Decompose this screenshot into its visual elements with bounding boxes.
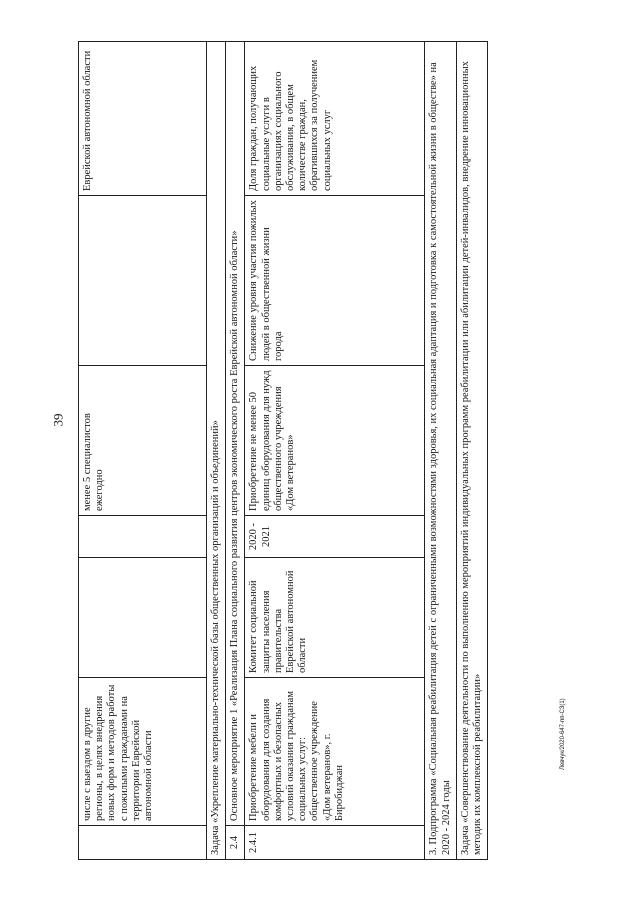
row-2-4-1-period: 2020 - 2021: [245, 516, 425, 558]
rotated-table-page: [78, 42, 556, 860]
cell-num-empty: [79, 826, 207, 860]
program-table: [78, 41, 488, 860]
row-2-4-1-consequence: Снижение уровня участия пожилых людей в общественной жизни города: [245, 196, 425, 366]
table-row-2-4: [226, 42, 245, 860]
cell-continued-result: менее 5 специалистов ежегодно: [79, 366, 207, 516]
cell-continued-period: [79, 516, 207, 558]
cell-continued-name: числе с выездом в другие регионы, в целях внедрения новых форм и методов работы с пожилыми гражданами на территории Еврейской автономной области: [79, 678, 207, 826]
page-number: 39: [50, 413, 66, 427]
row-2-4-1-number: 2.4.1: [245, 826, 425, 860]
row-2-4-text: Основное мероприятие 1 «Реализация Плана социального развития центров экономического роста Еврейской автономной области»: [226, 42, 245, 826]
cell-continued-consequence: [79, 196, 207, 366]
subprogram-3-title: 3. Подпрограмма «Социальная реабилитация детей с ограниченными возможностями здоровья, их социальная адаптация и подготовка к самостоятельной жизни в обществе» на 2020 - 2024 годы: [425, 42, 456, 860]
cell-continued-executor: [79, 558, 207, 678]
row-2-4-1-executor: Комитет социальной защиты населения правительства Еврейской автономной области: [245, 558, 425, 678]
cell-continued-indicator: Еврейской автономной области: [79, 42, 207, 196]
task-last-title: Задача «Совершенствование деятельности по выполнению мероприятий индивидуальных программ реабилитации или абилитации детей-инвалидов, внедрение инновационных методик их комплексной реабилитации»: [456, 42, 487, 860]
task-title: Задача «Укрепление материально-технической базы общественных организаций и объединений»: [207, 42, 226, 860]
row-2-4-number: 2.4: [226, 826, 245, 860]
row-2-4-1-name: Приобретение мебели и оборудования для создания комфортных и безопасных условий оказания гражданам социальных услуг: общественное учреждение «Дом ветеранов», г. Биробиджан: [245, 678, 425, 826]
table-row-continued: [79, 42, 207, 860]
table-row-task: [207, 42, 226, 860]
table-row-2-4-1: [245, 42, 425, 860]
document-stamp: Левчук/2020-647-пп-СЗ(1): [560, 698, 566, 770]
table-row-task-last: [456, 42, 487, 860]
row-2-4-1-indicator: Доля граждан, получающих социальные услуги в организациях социального обслуживания, в общем количестве граждан, обратившихся за получением социальных услуг: [245, 42, 425, 196]
table-row-subprogram-3: [425, 42, 456, 860]
row-2-4-1-result: Приобретение не менее 50 единиц оборудования для нужд общественного учреждения «Дом ветеранов»: [245, 366, 425, 516]
